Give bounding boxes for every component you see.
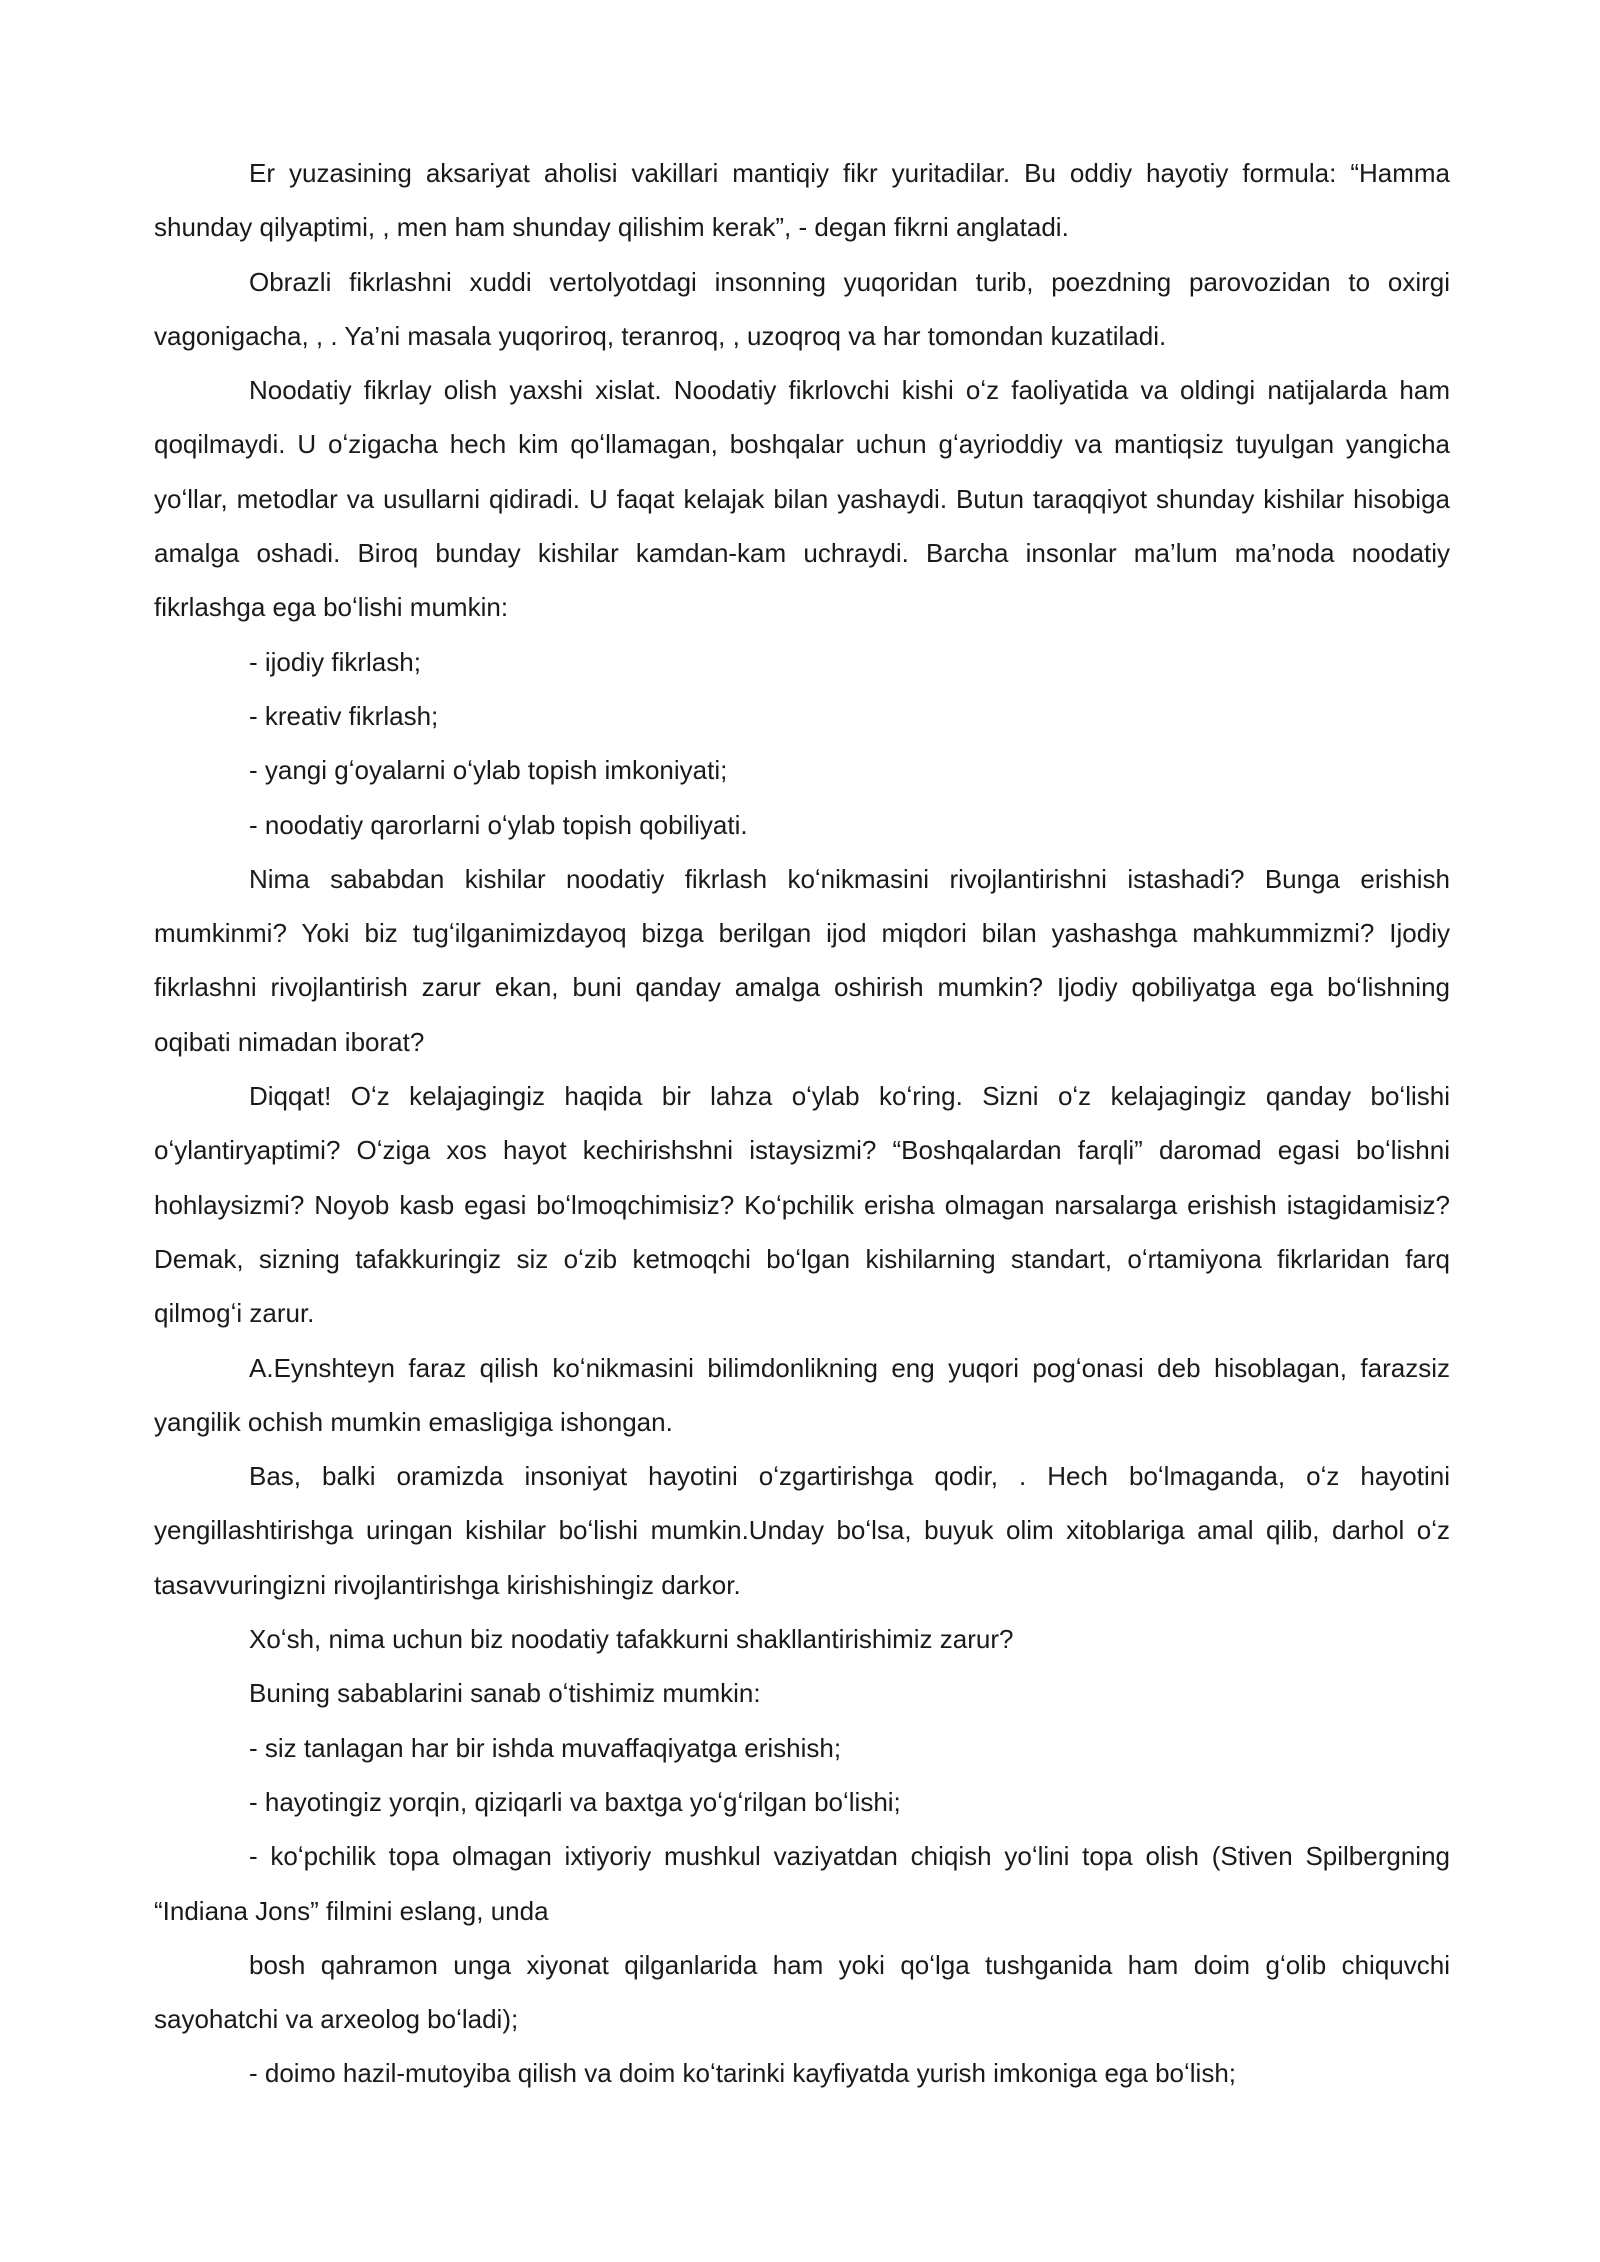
paragraph-why: Xoʻsh, nima uchun biz noodatiy tafakkurni shakllantirishimiz zarur?	[249, 1624, 1014, 1655]
list-item: - kreativ fikrlash;	[249, 700, 439, 731]
list-item: - noodatiy qarorlarni oʻylab topish qobiliyati.	[249, 809, 748, 840]
paragraph-figurative-thinking: Obrazli fikrlashni xuddi vertolyotdagi insonning yuqoridan turib, poezdning parovozidan to oxirgi vagonigacha, , . Ya’ni masala yuqoriroq, teranroq, , uzoqroq va har tomondan kuzatiladi.	[154, 266, 1450, 351]
paragraph-change-life: Bas, balki oramizda insoniyat hayotini oʻzgartirishga qodir, . Hech boʻlmaganda, oʻz hayotini yengillashtirishga uringan kishilar boʻlishi mumkin.Unday boʻlsa, buyuk olim xitoblariga amal qilib, darhol oʻz tasavvuringizni rivojlantirishga kirishishingiz darkor.	[154, 1461, 1450, 1600]
document-page	[154, 146, 1450, 2101]
list-item: - yangi gʻoyalarni oʻylab topish imkoniyati;	[249, 755, 728, 786]
paragraph-logical-thinking: Er yuzasining aksariyat aholisi vakillari mantiqiy fikr yuritadilar. Bu oddiy hayotiy formula: “Hamma shunday qilyaptimi, , men ham shunday qilishim kerak”, - degan fikrni anglatadi.	[154, 158, 1450, 243]
list-item: - doimo hazil-mutoyiba qilish va doim koʻtarinki kayfiyatda yurish imkoniga ega boʻlish;	[249, 2058, 1236, 2089]
paragraph-reasons-intro: Buning sabablarini sanab oʻtishimiz mumkin:	[249, 1678, 761, 1709]
list-item: - koʻpchilik topa olmagan ixtiyoriy mushkul vaziyatdan chiqish yoʻlini topa olish (Stiven Spilbergning “Indiana Jons” filmini eslang, unda	[154, 1841, 1450, 1926]
list-item: - hayotingiz yorqin, qiziqarli va baxtga yoʻgʻrilgan boʻlishi;	[249, 1786, 901, 1817]
list-item: - siz tanlagan har bir ishda muvaffaqiyatga erishish;	[249, 1732, 842, 1763]
paragraph-questions: Nima sababdan kishilar noodatiy fikrlash koʻnikmasini rivojlantirishni istashadi? Bunga erishish mumkinmi? Yoki biz tugʻilganimizdayoq bizga berilgan ijod miqdori bilan yashashga mahkummizmi? Ijodiy fikrlashni rivojlantirish zarur ekan, buni qanday amalga oshirish mumkin? Ijodiy qobiliyatga ega boʻlishning oqibati nimadan iborat?	[154, 863, 1450, 1057]
paragraph-attention: Diqqat! Oʻz kelajagingiz haqida bir lahza oʻylab koʻring. Sizni oʻz kelajagingiz qanday boʻlishi oʻylantiryaptimi? Oʻziga xos hayot kechirishshni istaysizmi? “Boshqalardan farqli” daromad egasi boʻlishni hohlaysizmi? Noyob kasb egasi boʻlmoqchimisiz? Koʻpchilik erisha olmagan narsalarga erishish istagidamisiz? Demak, sizning tafakkuringiz siz oʻzib ketmoqchi boʻlgan kishilarning standart, oʻrtamiyona fikrlaridan farq qilmogʻi zarur.	[154, 1081, 1450, 1329]
paragraph-einstein: A.Eynshteyn faraz qilish koʻnikmasini bilimdonlikning eng yuqori pogʻonasi deb hisoblagan, farazsiz yangilik ochish mumkin emasligiga ishongan.	[154, 1352, 1450, 1437]
paragraph-continuation: bosh qahramon unga xiyonat qilganlarida ham yoki qoʻlga tushganida ham doim gʻolib chiquvchi sayohatchi va arxeolog boʻladi);	[154, 1949, 1450, 2035]
paragraph-unusual-thinking: Noodatiy fikrlay olish yaxshi xislat. Noodatiy fikrlovchi kishi oʻz faoliyatida va oldingi natijalarda ham qoqilmaydi. U oʻzigacha hech kim qoʻllamagan, boshqalar uchun gʻayrioddiy va mantiqsiz tuyulgan yangicha yoʻllar, metodlar va usullarni qidiradi. U faqat kelajak bilan yashaydi. Butun taraqqiyot shunday kishilar hisobiga amalga oshadi. Biroq bunday kishilar kamdan-kam uchraydi. Barcha insonlar ma’lum ma’noda noodatiy fikrlashga ega boʻlishi mumkin:	[154, 375, 1450, 623]
list-item: - ijodiy fikrlash;	[249, 646, 421, 677]
